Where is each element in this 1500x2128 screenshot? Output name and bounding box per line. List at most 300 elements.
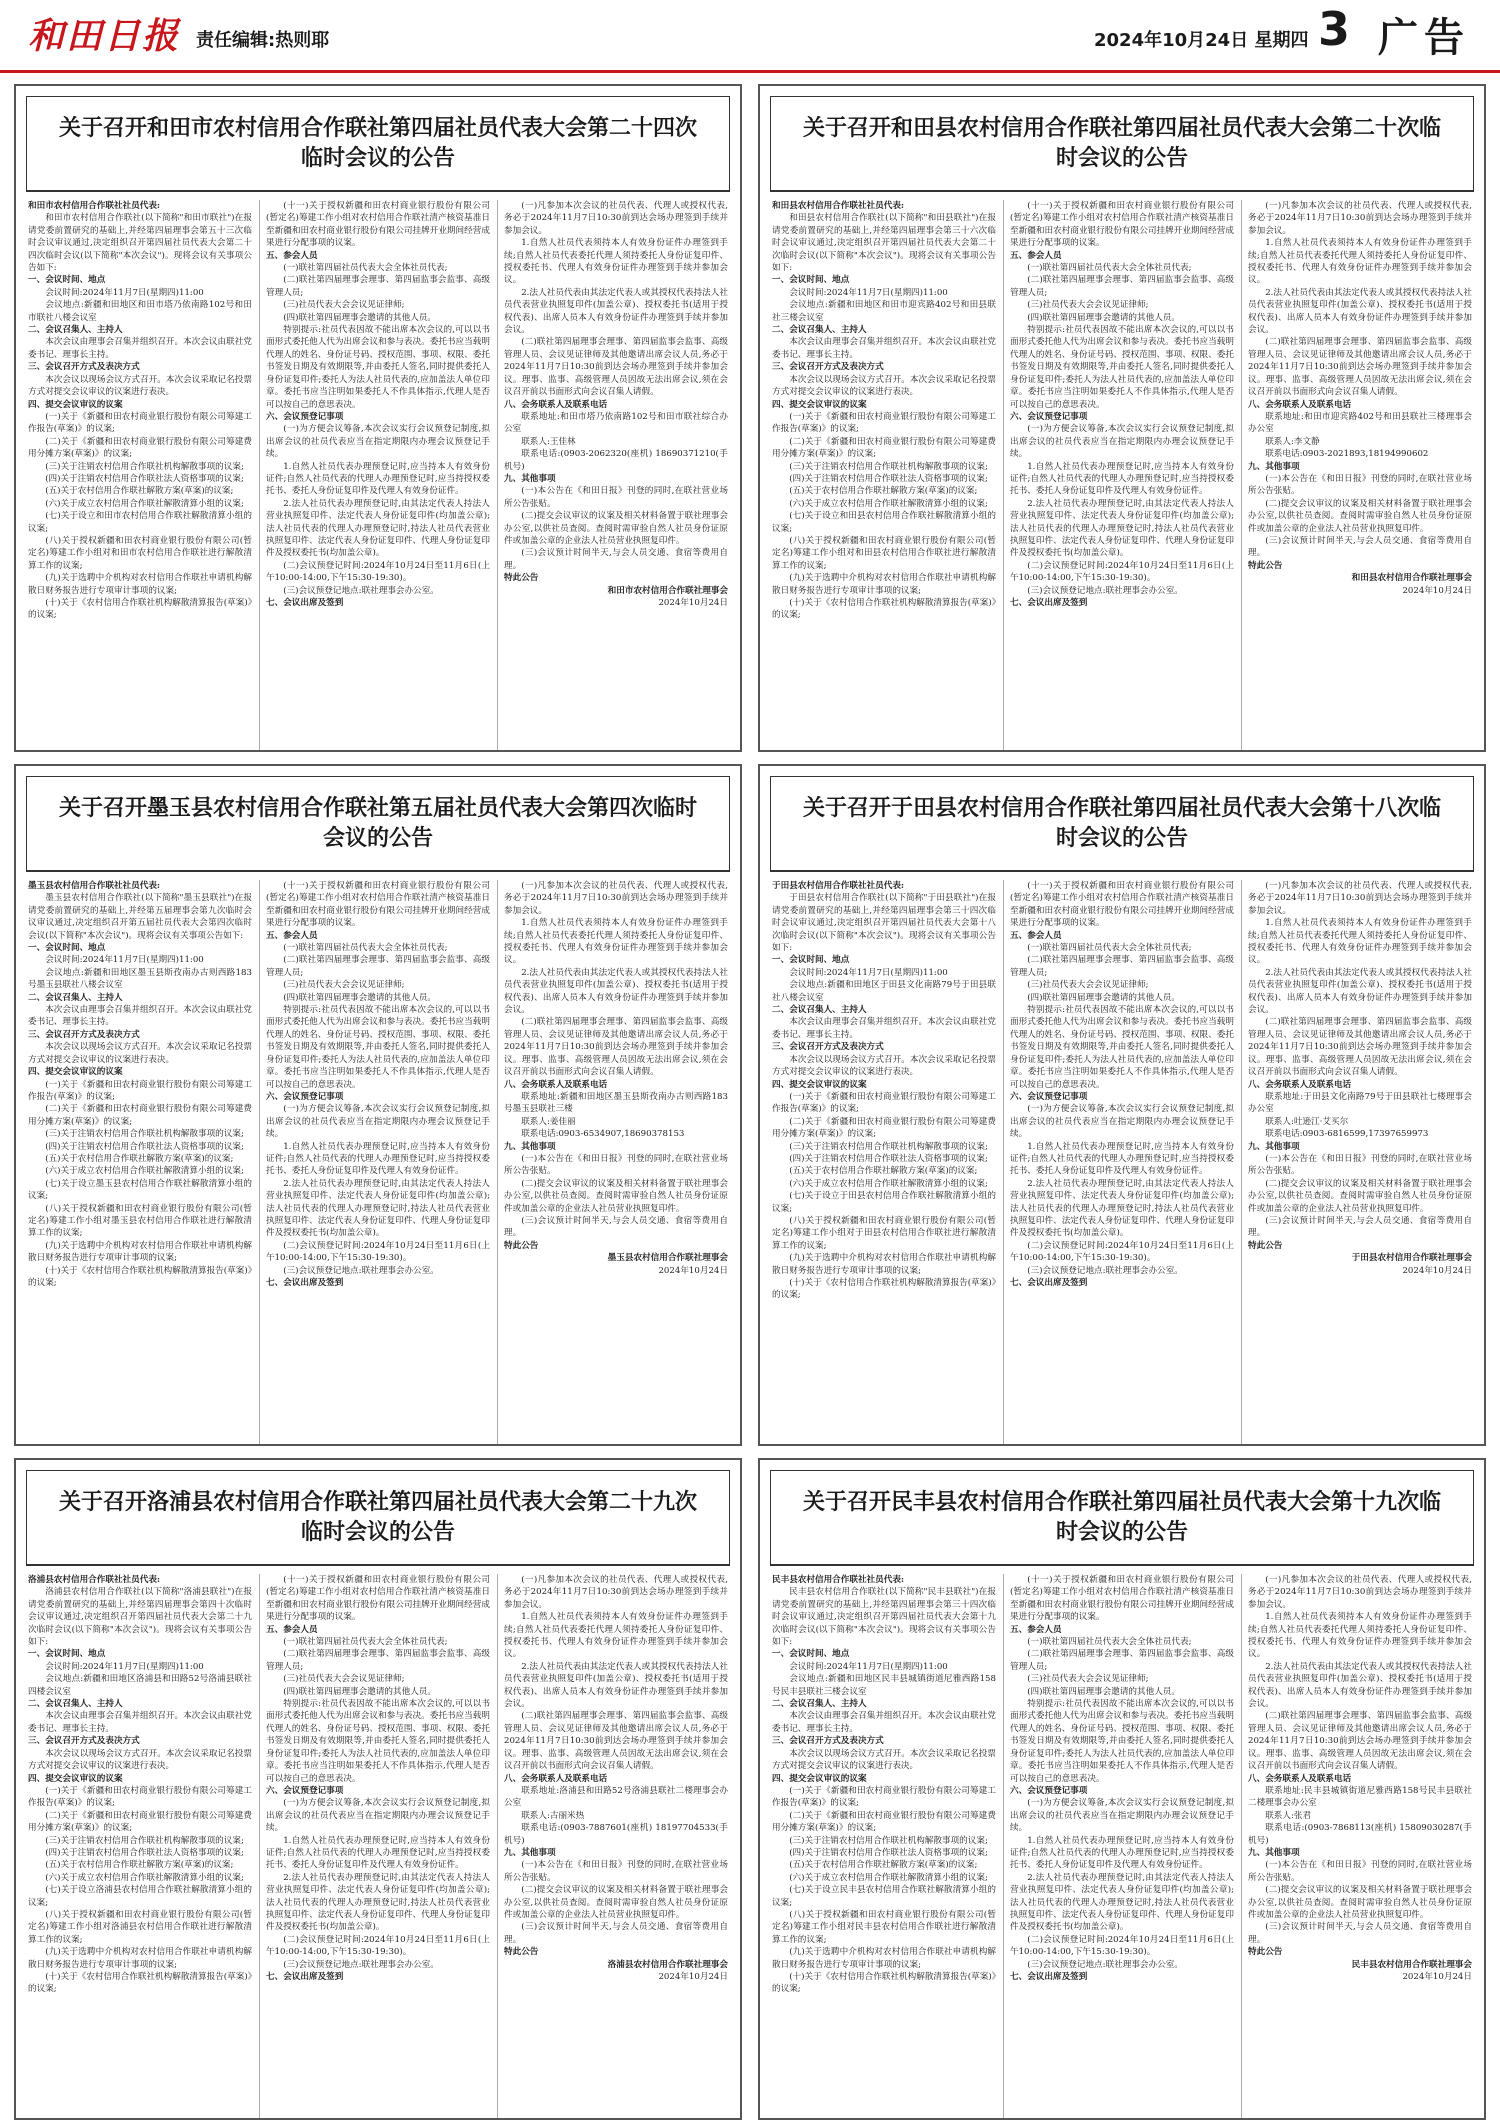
attendee-item: (二)联社第四届理事会理事、第四届监事会监事、高级管理人员; bbox=[266, 955, 490, 978]
contact-phone: 联系电话:0903-6816599,17397659973 bbox=[1265, 1129, 1429, 1140]
announcement-notice-6 bbox=[758, 1458, 1486, 2120]
contact-address: 联系地址:于田县文化南路79号于田县联社七楼理事会办公室 bbox=[1248, 1091, 1472, 1115]
other-item: (二)提交会议审议的议案及相关材料备置于联社理事会办公室,以供社员查阅。查阅时需审验自然人社员身份证原件或加盖公章的企业法人社员营业执照复印件。 bbox=[504, 1178, 728, 1214]
notice-salutation: 和田市农村信用合作联社社员代表: bbox=[28, 201, 161, 211]
agenda-item: (十)关于《农村信用合作联社机构解散清算报告(草案)》的议案; bbox=[772, 598, 996, 621]
notice-intro: 和田市农村信用合作联社(以下简称"和田市联社")在报请党委前置研究的基础上,并经第四届理事会第五十三次临时会议审议通过,决定组织召开第四届社员代表大会第二十四次临时会议(以下简称"本次会议")。现将会议有关事项公告如下: bbox=[28, 213, 252, 274]
agenda-item: (一)关于《新疆和田农村商业银行股份有限公司筹建工作报告(草案)》的议案; bbox=[28, 1785, 252, 1809]
agenda-item: (四)关于注销农村信用合作联社法人资格事项的议案; bbox=[45, 1847, 244, 1858]
registration-item: 2.法人社员代表办理预登记时,由其法定代表人持法人营业执照复印件、法定代表人身份证复印件(均加盖公章);法人社员代表的代理人办理预登记时,持法人社员代表营业执照复印件、法定代表人身份证复印件、代理人身份证复印件及授权委托书(均加盖公章)。 bbox=[1010, 1872, 1234, 1933]
notice-signature: 于田县农村信用合作联社理事会 bbox=[1351, 1253, 1472, 1264]
registration-item: (一)为方便会议筹备,本次会议实行会议预登记制度,拟出席会议的社员代表应当在指定期限内办理会议预登记手续。 bbox=[266, 1104, 490, 1140]
convener-text: 本次会议由理事会召集并组织召开。本次会议由联社党委书记、理事长主持。 bbox=[28, 337, 252, 360]
section-heading: 八、会务联系人及联系电话 bbox=[1248, 399, 1352, 410]
contact-phone: 联系电话:(0903-7868113(座机) 15809030287(手机号) bbox=[1248, 1823, 1472, 1846]
announcement-notice-5 bbox=[14, 1458, 742, 2120]
signin-item: 1.自然人社员代表须持本人有效身份证件办理签到手续;自然人社员代表委托代理人须持委托人身份证复印件、授权委托书、代理人有效身份证件办理签到手续并参加会议。 bbox=[504, 918, 728, 966]
hereby-notice: 特此公告 bbox=[504, 1240, 539, 1251]
agenda-item: (二)关于《新疆和田农村商业银行股份有限公司筹建费用分摊方案(草案)》的议案; bbox=[772, 436, 996, 460]
agenda-item: (三)关于注销农村信用合作联社机构解散事项的议案; bbox=[45, 461, 244, 472]
hereby-notice: 特此公告 bbox=[504, 573, 539, 584]
notice-salutation: 洛浦县农村信用合作联社社员代表: bbox=[28, 1575, 161, 1585]
agenda-item: (四)关于注销农村信用合作联社法人资格事项的议案; bbox=[45, 473, 244, 484]
agenda-item: (八)关于授权新疆和田农村商业银行股份有限公司(暂定名)筹建工作小组对墨玉县农村信用合作联社进行解散清算工作的议案; bbox=[28, 1203, 252, 1239]
registration-item: 1.自然人社员代表办理预登记时,应当持本人有效身份证件;自然人社员代表的代理人办理预登记时,应当持授权委托书、委托人身份证复印件及代理人有效身份证件。 bbox=[1010, 1141, 1234, 1177]
notice-body bbox=[772, 200, 1472, 750]
attendee-item: (一)联社第四届社员代表大会全体社员代表; bbox=[283, 263, 448, 274]
other-item: (一)本公告在《和田日报》刊登的同时,在联社营业场所公告张贴。 bbox=[504, 1153, 728, 1177]
announcement-notice-3 bbox=[14, 764, 742, 1446]
notice-date: 2024年10月24日 bbox=[658, 1972, 728, 1982]
agenda-item: (十一)关于授权新疆和田农村商业银行股份有限公司(暂定名)筹建工作小组对农村信用合作联社清产核资基准日至新疆和田农村商业银行股份有限公司挂牌开业期间经营成果进行分配事项的议案。 bbox=[266, 881, 490, 929]
notice-date: 2024年10月24日 bbox=[658, 1265, 728, 1276]
attendee-item: (三)社员代表大会会议见证律师; bbox=[283, 980, 405, 991]
meeting-venue: 会议地点:新疆和田地区墨玉县斯孜南办古则西路183号墨玉县联社八楼会议室 bbox=[28, 967, 252, 991]
notice-title: 关于召开和田县农村信用合作联社第四届社员代表大会第二十次临时会议的公告 bbox=[770, 96, 1474, 192]
attendee-item: (二)联社第四届理事会理事、第四届监事会监事、高级管理人员; bbox=[1010, 275, 1234, 298]
agenda-item: (五)关于农村信用合作联社解散方案(草案)的议案; bbox=[45, 1153, 234, 1164]
notice-salutation: 墨玉县农村信用合作联社社员代表: bbox=[28, 881, 161, 891]
attendee-item: (二)联社第四届理事会理事、第四届监事会监事、高级管理人员; bbox=[266, 1649, 490, 1672]
agenda-item: (七)关于设立和田市农村信用合作联社解散清算小组的议案; bbox=[28, 511, 252, 534]
registration-item: (三)会议预登记地点:联社理事会办公室。 bbox=[283, 1265, 439, 1276]
section-heading: 五、参会人员 bbox=[266, 250, 318, 261]
attendee-item: (一)联社第四届社员代表大会全体社员代表; bbox=[283, 943, 448, 954]
agenda-item: (十一)关于授权新疆和田农村商业银行股份有限公司(暂定名)筹建工作小组对农村信用合作联社清产核资基准日至新疆和田农村商业银行股份有限公司挂牌开业期间经营成果进行分配事项的议案。 bbox=[1010, 881, 1234, 929]
notice-body bbox=[28, 200, 728, 750]
method-text: 本次会议以现场会议方式召开。本次会议采取记名投票方式对提交会议审议的议案进行表决。 bbox=[772, 374, 996, 398]
notice-date: 2024年10月24日 bbox=[1402, 1972, 1472, 1982]
agenda-item: (四)关于注销农村信用合作联社法人资格事项的议案; bbox=[45, 1141, 244, 1152]
notice-body bbox=[28, 1574, 728, 2118]
registration-item: 2.法人社员代表办理预登记时,由其法定代表人持法人营业执照复印件、法定代表人身份证复印件(均加盖公章);法人社员代表的代理人办理预登记时,持法人社员代表营业执照复印件、法定代表人身份证复印件、代理人身份证复印件及授权委托书(均加盖公章)。 bbox=[1010, 1178, 1234, 1239]
registration-item: 2.法人社员代表办理预登记时,由其法定代表人持法人营业执照复印件、法定代表人身份证复印件(均加盖公章);法人社员代表的代理人办理预登记时,持法人社员代表营业执照复印件、法定代表人身份证复印件、代理人身份证复印件及授权委托书(均加盖公章)。 bbox=[266, 1872, 490, 1933]
special-notice: 特别提示:社员代表因故不能出席本次会议的,可以以书面形式委托他人代为出席会议和参与表决。委托书应当载明代理人的姓名、身份证号码、授权范围、事项、权限、委托书签发日期及有效期限等,并由委托人签名,同时提供委托人身份证复印件;委托人为法人社员代表的,应加盖法人单位印章。委托书应当注明如果委托人不作具体指示,代理人是否可以按自己的意思表决。 bbox=[266, 325, 490, 410]
convener-text: 本次会议由理事会召集并组织召开。本次会议由联社党委书记、理事长主持。 bbox=[772, 1711, 996, 1734]
masthead bbox=[0, 0, 1500, 73]
attendee-item: (二)联社第四届理事会理事、第四届监事会监事、高级管理人员; bbox=[266, 275, 490, 298]
registration-item: 1.自然人社员代表办理预登记时,应当持本人有效身份证件;自然人社员代表的代理人办理预登记时,应当持授权委托书、委托人身份证复印件及代理人有效身份证件。 bbox=[266, 1835, 490, 1871]
newspaper-logo: 和田日报 bbox=[28, 15, 181, 57]
signin-item: (二)联社第四届理事会理事、第四届监事会监事、高级管理人员、会议见证律师及其他邀请出席会议人员,务必于2024年11月7日10:30前到达会场办理签到手续并参加会议。理事、监事、高级管理人员因故无法出席会议,须在会议召开前以书面形式向会议召集人请假。 bbox=[504, 1017, 728, 1078]
registration-item: (一)为方便会议筹备,本次会议实行会议预登记制度,拟出席会议的社员代表应当在指定期限内办理会议预登记手续。 bbox=[266, 424, 490, 460]
registration-item: 1.自然人社员代表办理预登记时,应当持本人有效身份证件;自然人社员代表的代理人办理预登记时,应当持授权委托书、委托人身份证复印件及代理人有效身份证件。 bbox=[1010, 1835, 1234, 1871]
special-notice: 特别提示:社员代表因故不能出席本次会议的,可以以书面形式委托他人代为出席会议和参与表决。委托书应当载明代理人的姓名、身份证号码、授权范围、事项、权限、委托书签发日期及有效期限等,并由委托人签名,同时提供委托人身份证复印件;委托人为法人社员代表的,应加盖法人单位印章。委托书应当注明如果委托人不作具体指示,代理人是否可以按自己的意思表决。 bbox=[266, 1699, 490, 1784]
agenda-item: (七)关于设立墨玉县农村信用合作联社解散清算小组的议案; bbox=[28, 1178, 252, 1202]
other-item: (二)提交会议审议的议案及相关材料备置于联社理事会办公室,以供社员查阅。查阅时需审验自然人社员身份证原件或加盖公章的企业法人社员营业执照复印件。 bbox=[1248, 1885, 1472, 1920]
signin-item: (一)凡参加本次会议的社员代表、代理人或授权代表,务必于2024年11月7日10:30前到达会场办理签到手续并参加会议。 bbox=[1248, 881, 1472, 916]
contact-phone: 联系电话:(0903-2062320(座机) 18690371210(手机号) bbox=[504, 449, 728, 472]
contact-person: 联系人:吐逊江·艾买尔 bbox=[1265, 1116, 1349, 1127]
signin-item: 1.自然人社员代表须持本人有效身份证件办理签到手续;自然人社员代表委托代理人须持委托人身份证复印件、授权委托书、代理人有效身份证件办理签到手续并参加会议。 bbox=[504, 1612, 728, 1660]
section-heading: 一、会议时间、地点 bbox=[28, 275, 106, 286]
other-item: (三)会议预计时间半天,与会人员交通、食宿等费用自理。 bbox=[1248, 1922, 1472, 1945]
registration-item: (一)为方便会议筹备,本次会议实行会议预登记制度,拟出席会议的社员代表应当在指定期限内办理会议预登记手续。 bbox=[266, 1798, 490, 1834]
agenda-item: (四)关于注销农村信用合作联社法人资格事项的议案; bbox=[789, 1153, 988, 1164]
other-item: (二)提交会议审议的议案及相关材料备置于联社理事会办公室,以供社员查阅。查阅时需审验自然人社员身份证原件或加盖公章的企业法人社员营业执照复印件。 bbox=[504, 1885, 728, 1920]
notice-signature: 和田市农村信用合作联社理事会 bbox=[607, 585, 728, 596]
contact-address: 联系地址:洛浦县和田路52号洛浦县联社二楼理事会办公室 bbox=[504, 1785, 728, 1809]
method-text: 本次会议以现场会议方式召开。本次会议采取记名投票方式对提交会议审议的议案进行表决。 bbox=[28, 374, 252, 398]
section-heading: 九、其他事项 bbox=[504, 473, 556, 484]
contact-person: 联系人:李文静 bbox=[1265, 436, 1320, 447]
section-heading: 三、会议召开方式及表决方式 bbox=[28, 362, 140, 373]
registration-item: 1.自然人社员代表办理预登记时,应当持本人有效身份证件;自然人社员代表的代理人办理预登记时,应当持授权委托书、委托人身份证复印件及代理人有效身份证件。 bbox=[266, 461, 490, 497]
registration-item: (三)会议预登记地点:联社理事会办公室。 bbox=[283, 585, 439, 596]
agenda-item: (六)关于成立农村信用合作联社解散清算小组的议案; bbox=[45, 1872, 244, 1883]
agenda-item: (二)关于《新疆和田农村商业银行股份有限公司筹建费用分摊方案(草案)》的议案; bbox=[28, 1810, 252, 1834]
attendee-item: (一)联社第四届社员代表大会全体社员代表; bbox=[1027, 943, 1192, 954]
attendee-item: (四)联社第四届理事会邀请的其他人员。 bbox=[1027, 1686, 1180, 1697]
registration-item: 2.法人社员代表办理预登记时,由其法定代表人持法人营业执照复印件、法定代表人身份证复印件(均加盖公章);法人社员代表的代理人办理预登记时,持法人社员代表营业执照复印件、法定代表人身份证复印件、代理人身份证复印件及授权委托书(均加盖公章)。 bbox=[266, 1178, 490, 1239]
special-notice: 特别提示:社员代表因故不能出席本次会议的,可以以书面形式委托他人代为出席会议和参与表决。委托书应当载明代理人的姓名、身份证号码、授权范围、事项、权限、委托书签发日期及有效期限等,并由委托人签名,同时提供委托人身份证复印件;委托人为法人社员代表的,应加盖法人单位印章。委托书应当注明如果委托人不作具体指示,代理人是否可以按自己的意思表决。 bbox=[1010, 1005, 1234, 1090]
attendee-item: (三)社员代表大会会议见证律师; bbox=[283, 300, 405, 311]
hereby-notice: 特此公告 bbox=[1248, 1947, 1283, 1958]
signin-item: (一)凡参加本次会议的社员代表、代理人或授权代表,务必于2024年11月7日10:30前到达会场办理签到手续并参加会议。 bbox=[1248, 201, 1472, 236]
section-heading: 五、参会人员 bbox=[1010, 1624, 1062, 1635]
agenda-item: (八)关于授权新疆和田农村商业银行股份有限公司(暂定名)筹建工作小组对民丰县农村信用合作联社进行解散清算工作的议案; bbox=[772, 1909, 996, 1945]
registration-item: (一)为方便会议筹备,本次会议实行会议预登记制度,拟出席会议的社员代表应当在指定期限内办理会议预登记手续。 bbox=[1010, 1104, 1234, 1140]
hereby-notice: 特此公告 bbox=[1248, 560, 1283, 571]
agenda-item: (九)关于选聘中介机构对农村信用合作联社申请机构解散日财务报告进行专项审计事项的议案; bbox=[772, 1253, 996, 1276]
section-heading: 七、会议出席及签到 bbox=[1010, 1972, 1088, 1982]
agenda-item: (九)关于选聘中介机构对农村信用合作联社申请机构解散日财务报告进行专项审计事项的议案; bbox=[28, 1947, 252, 1970]
signin-item: 1.自然人社员代表须持本人有效身份证件办理签到手续;自然人社员代表委托代理人须持委托人身份证复印件、授权委托书、代理人有效身份证件办理签到手续并参加会议。 bbox=[1248, 918, 1472, 966]
section-heading: 一、会议时间、地点 bbox=[772, 1649, 850, 1660]
section-heading: 二、会议召集人、主持人 bbox=[772, 325, 867, 336]
meeting-time: 会议时间:2024年11月7日(星期四)11:00 bbox=[45, 1661, 204, 1672]
agenda-item: (九)关于选聘中介机构对农村信用合作联社申请机构解散日财务报告进行专项审计事项的议案; bbox=[28, 1240, 252, 1264]
signin-item: 2.法人社员代表由其法定代表人或其授权代表持法人社员代表营业执照复印件(加盖公章)、授权委托书(适用于授权代表)、出席人员本人有效身份证件办理签到手续并参加会议。 bbox=[1248, 1661, 1472, 1710]
agenda-item: (六)关于成立农村信用合作联社解散清算小组的议案; bbox=[45, 498, 244, 509]
agenda-item: (四)关于注销农村信用合作联社法人资格事项的议案; bbox=[789, 473, 988, 484]
meeting-venue: 会议地点:新疆和田地区民丰县城镇街道尼雅西路158号民丰县联社三楼会议室 bbox=[772, 1674, 996, 1697]
agenda-item: (九)关于选聘中介机构对农村信用合作联社申请机构解散日财务报告进行专项审计事项的议案; bbox=[772, 1947, 996, 1970]
section-heading: 三、会议召开方式及表决方式 bbox=[772, 362, 884, 373]
contact-phone: 联系电话:0903-6534907,18690378153 bbox=[521, 1129, 685, 1140]
notice-intro: 墨玉县农村信用合作联社(以下简称"墨玉县联社")在报请党委前置研究的基础上,并经第五届理事会第九次临时会议审议通过,决定组织召开第五届社员代表大会第四次临时会议(以下简称"本次会议")。现将会议有关事项公告如下: bbox=[28, 893, 252, 941]
agenda-item: (一)关于《新疆和田农村商业银行股份有限公司筹建工作报告(草案)》的议案; bbox=[772, 1785, 996, 1809]
hereby-notice: 特此公告 bbox=[504, 1947, 539, 1958]
signin-item: 2.法人社员代表由其法定代表人或其授权代表持法人社员代表营业执照复印件(加盖公章)、授权委托书(适用于授权代表)、出席人员本人有效身份证件办理签到手续并参加会议。 bbox=[1248, 967, 1472, 1016]
section-heading: 二、会议召集人、主持人 bbox=[772, 1005, 867, 1016]
notice-title: 关于召开墨玉县农村信用合作联社第五届社员代表大会第四次临时会议的公告 bbox=[26, 776, 730, 872]
contact-phone: 联系电话:(0903-7887601(座机) 18197704533(手机号) bbox=[504, 1823, 728, 1846]
agenda-item: (十)关于《农村信用合作联社机构解散清算报告(草案)》的议案; bbox=[772, 1278, 996, 1301]
other-item: (一)本公告在《和田日报》刊登的同时,在联社营业场所公告张贴。 bbox=[1248, 1153, 1472, 1177]
section-heading: 八、会务联系人及联系电话 bbox=[504, 399, 608, 410]
meeting-venue: 会议地点:新疆和田地区于田县文化南路79号于田县联社八楼会议室 bbox=[772, 980, 996, 1003]
agenda-item: (六)关于成立农村信用合作联社解散清算小组的议案; bbox=[45, 1166, 244, 1177]
notice-date: 2024年10月24日 bbox=[1402, 1265, 1472, 1276]
section-heading: 一、会议时间、地点 bbox=[28, 943, 106, 954]
section-heading: 七、会议出席及签到 bbox=[1010, 1278, 1088, 1288]
section-heading: 二、会议召集人、主持人 bbox=[28, 325, 123, 336]
attendee-item: (四)联社第四届理事会邀请的其他人员。 bbox=[1027, 312, 1180, 323]
registration-item: (二)会议预登记时间:2024年10月24日至11月6日(上午10:00-14:00,下午15:30-19:30)。 bbox=[266, 560, 490, 584]
notice-signature: 和田县农村信用合作联社理事会 bbox=[1351, 573, 1472, 584]
section-heading: 三、会议召开方式及表决方式 bbox=[28, 1029, 140, 1040]
agenda-item: (十)关于《农村信用合作联社机构解散清算报告(草案)》的议案; bbox=[28, 598, 252, 621]
section-heading: 四、提交会议审议的议案 bbox=[28, 1067, 123, 1078]
agenda-item: (二)关于《新疆和田农村商业银行股份有限公司筹建费用分摊方案(草案)》的议案; bbox=[772, 1116, 996, 1140]
notice-signature: 墨玉县农村信用合作联社理事会 bbox=[607, 1253, 728, 1264]
notice-intro: 于田县农村信用合作联社(以下简称"于田县联社")在报请党委前置研究的基础上,并经第四届理事会第三十四次临时会议审议通过,决定组织召开第四届社员代表大会第十八次临时会议(以下简称"本次会议")。现将会议有关事项公告如下: bbox=[772, 893, 996, 954]
registration-item: 2.法人社员代表办理预登记时,由其法定代表人持法人营业执照复印件、法定代表人身份证复印件(均加盖公章);法人社员代表的代理人办理预登记时,持法人社员代表营业执照复印件、法定代表人身份证复印件、代理人身份证复印件及授权委托书(均加盖公章)。 bbox=[266, 498, 490, 559]
agenda-item: (六)关于成立农村信用合作联社解散清算小组的议案; bbox=[789, 498, 988, 509]
meeting-time: 会议时间:2024年11月7日(星期四)11:00 bbox=[45, 955, 204, 966]
registration-item: (三)会议预登记地点:联社理事会办公室。 bbox=[1027, 1265, 1183, 1276]
agenda-item: (十一)关于授权新疆和田农村商业银行股份有限公司(暂定名)筹建工作小组对农村信用合作联社清产核资基准日至新疆和田农村商业银行股份有限公司挂牌开业期间经营成果进行分配事项的议案。 bbox=[1010, 201, 1234, 249]
attendee-item: (一)联社第四届社员代表大会全体社员代表; bbox=[1027, 263, 1192, 274]
agenda-item: (二)关于《新疆和田农村商业银行股份有限公司筹建费用分摊方案(草案)》的议案; bbox=[772, 1810, 996, 1834]
section-heading: 九、其他事项 bbox=[504, 1847, 556, 1858]
meeting-time: 会议时间:2024年11月7日(星期四)11:00 bbox=[789, 967, 948, 978]
other-item: (三)会议预计时间半天,与会人员交通、食宿等费用自理。 bbox=[504, 1215, 728, 1239]
agenda-item: (一)关于《新疆和田农村商业银行股份有限公司筹建工作报告(草案)》的议案; bbox=[772, 1091, 996, 1115]
section-heading: 七、会议出席及签到 bbox=[1010, 598, 1088, 608]
agenda-item: (五)关于农村信用合作联社解散方案(草案)的议案; bbox=[789, 486, 978, 497]
notice-title: 关于召开洛浦县农村信用合作联社第四届社员代表大会第二十九次临时会议的公告 bbox=[26, 1470, 730, 1566]
other-item: (二)提交会议审议的议案及相关材料备置于联社理事会办公室,以供社员查阅。查阅时需审验自然人社员身份证原件或加盖公章的企业法人社员营业执照复印件。 bbox=[1248, 498, 1472, 534]
section-heading: 五、参会人员 bbox=[266, 1624, 318, 1635]
attendee-item: (四)联社第四届理事会邀请的其他人员。 bbox=[283, 992, 436, 1003]
section-heading: 五、参会人员 bbox=[266, 930, 318, 941]
convener-text: 本次会议由理事会召集并组织召开。本次会议由联社党委书记、理事长主持。 bbox=[28, 1711, 252, 1734]
meeting-time: 会议时间:2024年11月7日(星期四)11:00 bbox=[789, 1661, 948, 1672]
meeting-venue: 会议地点:新疆和田地区和田市迎宾路402号和田县联社三楼会议室 bbox=[772, 300, 996, 323]
registration-item: (二)会议预登记时间:2024年10月24日至11月6日(上午10:00-14:00,下午15:30-19:30)。 bbox=[266, 1934, 490, 1958]
notice-body bbox=[28, 880, 728, 1444]
method-text: 本次会议以现场会议方式召开。本次会议采取记名投票方式对提交会议审议的议案进行表决。 bbox=[772, 1748, 996, 1772]
announcement-notice-2 bbox=[758, 84, 1486, 752]
section-heading: 三、会议召开方式及表决方式 bbox=[772, 1042, 884, 1053]
agenda-item: (五)关于农村信用合作联社解散方案(草案)的议案; bbox=[45, 1860, 234, 1871]
section-heading: 九、其他事项 bbox=[1248, 1847, 1300, 1858]
signin-item: (二)联社第四届理事会理事、第四届监事会监事、高级管理人员、会议见证律师及其他邀请出席会议人员,务必于2024年11月7日10:30前到达会场办理签到手续并参加会议。理事、监事、高级管理人员因故无法出席会议,须在会议召开前以书面形式向会议召集人请假。 bbox=[1248, 1017, 1472, 1078]
attendee-item: (一)联社第四届社员代表大会全体社员代表; bbox=[283, 1637, 448, 1648]
registration-item: (一)为方便会议筹备,本次会议实行会议预登记制度,拟出席会议的社员代表应当在指定期限内办理会议预登记手续。 bbox=[1010, 424, 1234, 460]
attendee-item: (四)联社第四届理事会邀请的其他人员。 bbox=[283, 1686, 436, 1697]
section-heading: 八、会务联系人及联系电话 bbox=[1248, 1079, 1352, 1090]
attendee-item: (三)社员代表大会会议见证律师; bbox=[283, 1674, 405, 1685]
section-heading: 六、会议预登记事项 bbox=[266, 1091, 344, 1102]
attendee-item: (四)联社第四届理事会邀请的其他人员。 bbox=[283, 312, 436, 323]
signin-item: (二)联社第四届理事会理事、第四届监事会监事、高级管理人员、会议见证律师及其他邀请出席会议人员,务必于2024年11月7日10:30前到达会场办理签到手续并参加会议。理事、监事、高级管理人员因故无法出席会议,须在会议召开前以书面形式向会议召集人请假。 bbox=[504, 1711, 728, 1772]
agenda-item: (六)关于成立农村信用合作联社解散清算小组的议案; bbox=[789, 1872, 988, 1883]
agenda-item: (三)关于注销农村信用合作联社机构解散事项的议案; bbox=[789, 1835, 988, 1846]
notice-signature: 民丰县农村信用合作联社理事会 bbox=[1351, 1959, 1472, 1970]
agenda-item: (十一)关于授权新疆和田农村商业银行股份有限公司(暂定名)筹建工作小组对农村信用合作联社清产核资基准日至新疆和田农村商业银行股份有限公司挂牌开业期间经营成果进行分配事项的议案。 bbox=[1010, 1575, 1234, 1623]
other-item: (二)提交会议审议的议案及相关材料备置于联社理事会办公室,以供社员查阅。查阅时需审验自然人社员身份证原件或加盖公章的企业法人社员营业执照复印件。 bbox=[1248, 1178, 1472, 1214]
other-item: (二)提交会议审议的议案及相关材料备置于联社理事会办公室,以供社员查阅。查阅时需审验自然人社员身份证原件或加盖公章的企业法人社员营业执照复印件。 bbox=[504, 511, 728, 546]
registration-item: (三)会议预登记地点:联社理事会办公室。 bbox=[1027, 585, 1183, 596]
notice-salutation: 和田县农村信用合作联社社员代表: bbox=[772, 201, 905, 211]
section-heading: 六、会议预登记事项 bbox=[266, 1785, 344, 1796]
section-heading: 六、会议预登记事项 bbox=[1010, 1091, 1088, 1102]
agenda-item: (七)关于设立于田县农村信用合作联社解散清算小组的议案; bbox=[772, 1191, 996, 1214]
signin-item: (一)凡参加本次会议的社员代表、代理人或授权代表,务必于2024年11月7日10:30前到达会场办理签到手续并参加会议。 bbox=[504, 881, 728, 916]
registration-item: (三)会议预登记地点:联社理事会办公室。 bbox=[1027, 1959, 1183, 1970]
agenda-item: (八)关于授权新疆和田农村商业银行股份有限公司(暂定名)筹建工作小组对和田市农村信用合作联社进行解散清算工作的议案; bbox=[28, 535, 252, 571]
contact-phone: 联系电话:0903-2021893,18194990602 bbox=[1265, 449, 1429, 460]
registration-item: (三)会议预登记地点:联社理事会办公室。 bbox=[283, 1959, 439, 1970]
method-text: 本次会议以现场会议方式召开。本次会议采取记名投票方式对提交会议审议的议案进行表决。 bbox=[28, 1042, 252, 1065]
agenda-item: (七)关于设立和田县农村信用合作联社解散清算小组的议案; bbox=[772, 511, 996, 534]
notice-intro: 洛浦县农村信用合作联社(以下简称"洛浦县联社")在报请党委前置研究的基础上,并经第四届理事会第四十次临时会议审议通过,决定组织召开第四届社员代表大会第二十九次临时会议(以下简称"本次会议")。现将会议有关事项公告如下: bbox=[28, 1587, 252, 1648]
notice-title: 关于召开于田县农村信用合作联社第四届社员代表大会第十八次临时会议的公告 bbox=[770, 776, 1474, 872]
attendee-item: (三)社员代表大会会议见证律师; bbox=[1027, 980, 1149, 991]
notice-date: 2024年10月24日 bbox=[658, 598, 728, 608]
convener-text: 本次会议由理事会召集并组织召开。本次会议由联社党委书记、理事长主持。 bbox=[772, 337, 996, 360]
section-heading: 八、会务联系人及联系电话 bbox=[1248, 1773, 1352, 1784]
section-heading: 二、会议召集人、主持人 bbox=[28, 992, 123, 1003]
editor-credit: 责任编辑:热则耶 bbox=[196, 30, 330, 51]
agenda-item: (十)关于《农村信用合作联社机构解散清算报告(草案)》的议案; bbox=[772, 1972, 996, 1995]
signin-item: (二)联社第四届理事会理事、第四届监事会监事、高级管理人员、会议见证律师及其他邀请出席会议人员,务必于2024年11月7日10:30前到达会场办理签到手续并参加会议。理事、监事、高级管理人员因故无法出席会议,须在会议召开前以书面形式向会议召集人请假。 bbox=[1248, 1711, 1472, 1772]
section-heading: 七、会议出席及签到 bbox=[266, 598, 344, 608]
signin-item: 2.法人社员代表由其法定代表人或其授权代表持法人社员代表营业执照复印件(加盖公章)、授权委托书(适用于授权代表)、出席人员本人有效身份证件办理签到手续并参加会议。 bbox=[504, 287, 728, 336]
agenda-item: (十一)关于授权新疆和田农村商业银行股份有限公司(暂定名)筹建工作小组对农村信用合作联社清产核资基准日至新疆和田农村商业银行股份有限公司挂牌开业期间经营成果进行分配事项的议案。 bbox=[266, 201, 490, 249]
attendee-item: (二)联社第四届理事会理事、第四届监事会监事、高级管理人员; bbox=[1010, 955, 1234, 978]
contact-address: 联系地址:民丰县城镇街道尼雅西路158号民丰县联社二楼理事会办公室 bbox=[1248, 1785, 1472, 1809]
section-heading: 一、会议时间、地点 bbox=[772, 275, 850, 286]
other-item: (三)会议预计时间半天,与会人员交通、食宿等费用自理。 bbox=[504, 548, 728, 571]
signin-item: (一)凡参加本次会议的社员代表、代理人或授权代表,务必于2024年11月7日10:30前到达会场办理签到手续并参加会议。 bbox=[504, 201, 728, 236]
notice-intro: 和田县农村信用合作联社(以下简称"和田县联社")在报请党委前置研究的基础上,并经第四届理事会第三十六次临时会议审议通过,决定组织召开第四届社员代表大会第二十次临时会议(以下简称"本次会议")。现将会议有关事项公告如下: bbox=[772, 213, 996, 274]
registration-item: (一)为方便会议筹备,本次会议实行会议预登记制度,拟出席会议的社员代表应当在指定期限内办理会议预登记手续。 bbox=[1010, 1798, 1234, 1834]
agenda-item: (三)关于注销农村信用合作联社机构解散事项的议案; bbox=[45, 1835, 244, 1846]
signin-item: (一)凡参加本次会议的社员代表、代理人或授权代表,务必于2024年11月7日10:30前到达会场办理签到手续并参加会议。 bbox=[504, 1575, 728, 1610]
section-heading: 二、会议召集人、主持人 bbox=[772, 1699, 867, 1710]
agenda-item: (七)关于设立洛浦县农村信用合作联社解散清算小组的议案; bbox=[28, 1885, 252, 1908]
agenda-item: (九)关于选聘中介机构对农村信用合作联社申请机构解散日财务报告进行专项审计事项的议案; bbox=[28, 573, 252, 596]
section-heading: 四、提交会议审议的议案 bbox=[772, 399, 867, 410]
registration-item: (二)会议预登记时间:2024年10月24日至11月6日(上午10:00-14:00,下午15:30-19:30)。 bbox=[1010, 1934, 1234, 1958]
other-item: (三)会议预计时间半天,与会人员交通、食宿等费用自理。 bbox=[1248, 535, 1472, 559]
section-heading: 九、其他事项 bbox=[1248, 1141, 1300, 1152]
agenda-item: (十一)关于授权新疆和田农村商业银行股份有限公司(暂定名)筹建工作小组对农村信用合作联社清产核资基准日至新疆和田农村商业银行股份有限公司挂牌开业期间经营成果进行分配事项的议案。 bbox=[266, 1575, 490, 1623]
section-heading: 六、会议预登记事项 bbox=[1010, 1785, 1088, 1796]
section-heading: 六、会议预登记事项 bbox=[1010, 411, 1088, 422]
registration-item: (二)会议预登记时间:2024年10月24日至11月6日(上午10:00-14:00,下午15:30-19:30)。 bbox=[1010, 560, 1234, 584]
section-heading: 三、会议召开方式及表决方式 bbox=[772, 1736, 884, 1747]
agenda-item: (十)关于《农村信用合作联社机构解散清算报告(草案)》的议案; bbox=[28, 1265, 252, 1288]
signin-item: (一)凡参加本次会议的社员代表、代理人或授权代表,务必于2024年11月7日10:30前到达会场办理签到手续并参加会议。 bbox=[1248, 1575, 1472, 1610]
agenda-item: (三)关于注销农村信用合作联社机构解散事项的议案; bbox=[789, 1141, 988, 1152]
notice-date: 2024年10月24日 bbox=[1402, 585, 1472, 596]
meeting-time: 会议时间:2024年11月7日(星期四)11:00 bbox=[45, 287, 204, 298]
agenda-item: (八)关于授权新疆和田农村商业银行股份有限公司(暂定名)筹建工作小组对于田县农村信用合作联社进行解散清算工作的议案; bbox=[772, 1215, 996, 1251]
section-heading: 九、其他事项 bbox=[504, 1141, 556, 1152]
registration-item: (二)会议预登记时间:2024年10月24日至11月6日(上午10:00-14:00,下午15:30-19:30)。 bbox=[266, 1240, 490, 1264]
registration-item: (二)会议预登记时间:2024年10月24日至11月6日(上午10:00-14:00,下午15:30-19:30)。 bbox=[1010, 1240, 1234, 1264]
section-heading: 五、参会人员 bbox=[1010, 250, 1062, 261]
attendee-item: (二)联社第四届理事会理事、第四届监事会监事、高级管理人员; bbox=[1010, 1649, 1234, 1672]
section-heading: 四、提交会议审议的议案 bbox=[772, 1773, 867, 1784]
contact-person: 联系人:张君 bbox=[1265, 1810, 1312, 1821]
signin-item: 1.自然人社员代表须持本人有效身份证件办理签到手续;自然人社员代表委托代理人须持委托人身份证复印件、授权委托书、代理人有效身份证件办理签到手续并参加会议。 bbox=[1248, 1612, 1472, 1660]
section-heading: 七、会议出席及签到 bbox=[266, 1278, 344, 1288]
section-heading: 六、会议预登记事项 bbox=[266, 411, 344, 422]
other-item: (一)本公告在《和田日报》刊登的同时,在联社营业场所公告张贴。 bbox=[1248, 473, 1472, 497]
section-heading: 八、会务联系人及联系电话 bbox=[504, 1079, 608, 1090]
notice-signature: 洛浦县农村信用合作联社理事会 bbox=[607, 1959, 728, 1970]
agenda-item: (一)关于《新疆和田农村商业银行股份有限公司筹建工作报告(草案)》的议案; bbox=[772, 411, 996, 435]
convener-text: 本次会议由理事会召集并组织召开。本次会议由联社党委书记、理事长主持。 bbox=[772, 1017, 996, 1040]
hereby-notice: 特此公告 bbox=[1248, 1240, 1283, 1251]
notice-title: 关于召开民丰县农村信用合作联社第四届社员代表大会第十九次临时会议的公告 bbox=[770, 1470, 1474, 1566]
notice-intro: 民丰县农村信用合作联社(以下简称"民丰县联社")在报请党委前置研究的基础上,并经第四届理事会第三十四次临时会议审议通过,决定组织召开第四届社员代表大会第十九次临时会议(以下简称"本次会议")。现将会议有关事项公告如下: bbox=[772, 1587, 996, 1648]
notice-body bbox=[772, 880, 1472, 1444]
meeting-venue: 会议地点:新疆和田地区和田市塔乃依南路102号和田市联社八楼会议室 bbox=[28, 300, 252, 323]
announcement-notice-4 bbox=[758, 764, 1486, 1446]
issue-date: 2024年10月24日 星期四 bbox=[1094, 30, 1309, 51]
section-heading: 九、其他事项 bbox=[1248, 461, 1300, 472]
other-item: (一)本公告在《和田日报》刊登的同时,在联社营业场所公告张贴。 bbox=[504, 1860, 728, 1883]
section-heading: 四、提交会议审议的议案 bbox=[28, 399, 123, 410]
contact-person: 联系人:王佳林 bbox=[521, 436, 576, 447]
agenda-item: (一)关于《新疆和田农村商业银行股份有限公司筹建工作报告(草案)》的议案; bbox=[28, 1079, 252, 1102]
agenda-item: (五)关于农村信用合作联社解散方案(草案)的议案; bbox=[45, 486, 234, 497]
section-heading: 二、会议召集人、主持人 bbox=[28, 1699, 123, 1710]
contact-person: 联系人:姜佳丽 bbox=[521, 1116, 576, 1127]
registration-item: 1.自然人社员代表办理预登记时,应当持本人有效身份证件;自然人社员代表的代理人办理预登记时,应当持授权委托书、委托人身份证复印件及代理人有效身份证件。 bbox=[266, 1141, 490, 1177]
registration-item: 2.法人社员代表办理预登记时,由其法定代表人持法人营业执照复印件、法定代表人身份证复印件(均加盖公章);法人社员代表的代理人办理预登记时,持法人社员代表营业执照复印件、法定代表人身份证复印件、代理人身份证复印件及授权委托书(均加盖公章)。 bbox=[1010, 498, 1234, 559]
contact-address: 联系地址:和田市迎宾路402号和田县联社三楼理事会办公室 bbox=[1248, 411, 1472, 435]
section-heading: 三、会议召开方式及表决方式 bbox=[28, 1736, 140, 1747]
notice-title: 关于召开和田市农村信用合作联社第四届社员代表大会第二十四次临时会议的公告 bbox=[26, 96, 730, 192]
notice-salutation: 民丰县农村信用合作联社社员代表: bbox=[772, 1575, 905, 1585]
agenda-item: (八)关于授权新疆和田农村商业银行股份有限公司(暂定名)筹建工作小组对和田县农村信用合作联社进行解散清算工作的议案; bbox=[772, 535, 996, 571]
agenda-item: (三)关于注销农村信用合作联社机构解散事项的议案; bbox=[45, 1129, 244, 1140]
section-heading: 七、会议出席及签到 bbox=[266, 1972, 344, 1982]
section-title: 广告 bbox=[1378, 14, 1470, 61]
special-notice: 特别提示:社员代表因故不能出席本次会议的,可以以书面形式委托他人代为出席会议和参与表决。委托书应当载明代理人的姓名、身份证号码、授权范围、事项、权限、委托书签发日期及有效期限等,并由委托人签名,同时提供委托人身份证复印件;委托人为法人社员代表的,应加盖法人单位印章。委托书应当注明如果委托人不作具体指示,代理人是否可以按自己的意思表决。 bbox=[1010, 325, 1234, 410]
attendee-item: (三)社员代表大会会议见证律师; bbox=[1027, 1674, 1149, 1685]
method-text: 本次会议以现场会议方式召开。本次会议采取记名投票方式对提交会议审议的议案进行表决。 bbox=[772, 1054, 996, 1078]
attendee-item: (四)联社第四届理事会邀请的其他人员。 bbox=[1027, 992, 1180, 1003]
convener-text: 本次会议由理事会召集并组织召开。本次会议由联社党委书记、理事长主持。 bbox=[28, 1005, 252, 1028]
agenda-item: (一)关于《新疆和田农村商业银行股份有限公司筹建工作报告(草案)》的议案; bbox=[28, 411, 252, 435]
agenda-item: (六)关于成立农村信用合作联社解散清算小组的议案; bbox=[789, 1178, 988, 1189]
signin-item: 1.自然人社员代表须持本人有效身份证件办理签到手续;自然人社员代表委托代理人须持委托人身份证复印件、授权委托书、代理人有效身份证件办理签到手续并参加会议。 bbox=[504, 238, 728, 286]
agenda-item: (四)关于注销农村信用合作联社法人资格事项的议案; bbox=[789, 1847, 988, 1858]
attendee-item: (三)社员代表大会会议见证律师; bbox=[1027, 300, 1149, 311]
other-item: (一)本公告在《和田日报》刊登的同时,在联社营业场所公告张贴。 bbox=[1248, 1860, 1472, 1883]
other-item: (一)本公告在《和田日报》刊登的同时,在联社营业场所公告张贴。 bbox=[504, 486, 728, 509]
signin-item: 2.法人社员代表由其法定代表人或其授权代表持法人社员代表营业执照复印件(加盖公章)、授权委托书(适用于授权代表)、出席人员本人有效身份证件办理签到手续并参加会议。 bbox=[504, 967, 728, 1016]
agenda-item: (八)关于授权新疆和田农村商业银行股份有限公司(暂定名)筹建工作小组对洛浦县农村信用合作联社进行解散清算工作的议案; bbox=[28, 1909, 252, 1945]
attendee-item: (一)联社第四届社员代表大会全体社员代表; bbox=[1027, 1637, 1192, 1648]
signin-item: 2.法人社员代表由其法定代表人或其授权代表持法人社员代表营业执照复印件(加盖公章)、授权委托书(适用于授权代表)、出席人员本人有效身份证件办理签到手续并参加会议。 bbox=[504, 1661, 728, 1710]
special-notice: 特别提示:社员代表因故不能出席本次会议的,可以以书面形式委托他人代为出席会议和参与表决。委托书应当载明代理人的姓名、身份证号码、授权范围、事项、权限、委托书签发日期及有效期限等,并由委托人签名,同时提供委托人身份证复印件;委托人为法人社员代表的,应加盖法人单位印章。委托书应当注明如果委托人不作具体指示,代理人是否可以按自己的意思表决。 bbox=[1010, 1699, 1234, 1784]
contact-person: 联系人:古丽米热 bbox=[521, 1810, 585, 1821]
section-heading: 四、提交会议审议的议案 bbox=[28, 1773, 123, 1784]
meeting-time: 会议时间:2024年11月7日(星期四)11:00 bbox=[789, 287, 948, 298]
section-heading: 五、参会人员 bbox=[1010, 930, 1062, 941]
agenda-item: (二)关于《新疆和田农村商业银行股份有限公司筹建费用分摊方案(草案)》的议案; bbox=[28, 436, 252, 460]
section-heading: 四、提交会议审议的议案 bbox=[772, 1079, 867, 1090]
agenda-item: (三)关于注销农村信用合作联社机构解散事项的议案; bbox=[789, 461, 988, 472]
contact-address: 联系地址:新疆和田地区墨玉县斯孜南办古则西路183号墨玉县联社三楼 bbox=[504, 1091, 728, 1115]
other-item: (三)会议预计时间半天,与会人员交通、食宿等费用自理。 bbox=[1248, 1215, 1472, 1239]
special-notice: 特别提示:社员代表因故不能出席本次会议的,可以以书面形式委托他人代为出席会议和参与表决。委托书应当载明代理人的姓名、身份证号码、授权范围、事项、权限、委托书签发日期及有效期限等,并由委托人签名,同时提供委托人身份证复印件;委托人为法人社员代表的,应加盖法人单位印章。委托书应当注明如果委托人不作具体指示,代理人是否可以按自己的意思表决。 bbox=[266, 1005, 490, 1090]
agenda-item: (十)关于《农村信用合作联社机构解散清算报告(草案)》的议案; bbox=[28, 1972, 252, 1995]
agenda-item: (五)关于农村信用合作联社解散方案(草案)的议案; bbox=[789, 1166, 978, 1177]
section-heading: 八、会务联系人及联系电话 bbox=[504, 1773, 608, 1784]
contact-address: 联系地址:和田市塔乃依南路102号和田市联社综合办公室 bbox=[504, 411, 728, 435]
